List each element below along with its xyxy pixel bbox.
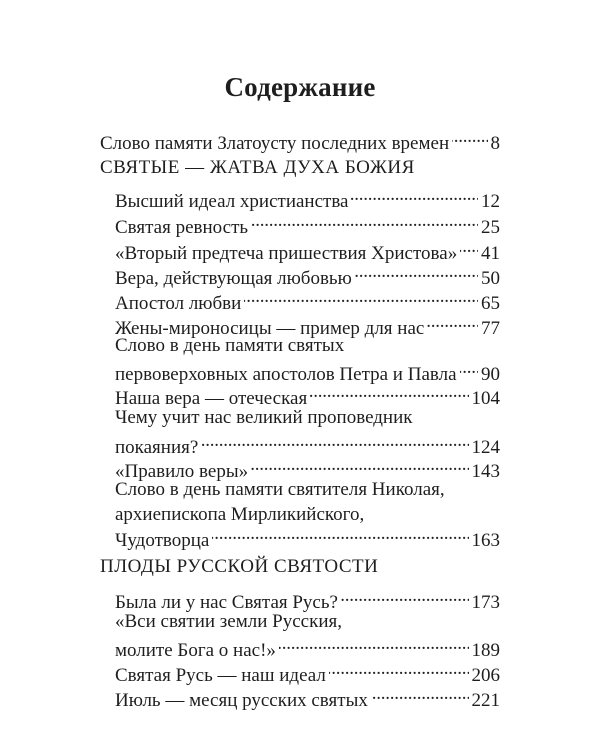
leader-dots <box>244 285 478 309</box>
entry-text: Чудотворца <box>115 530 210 551</box>
leader-dots <box>371 682 469 706</box>
leader-dots <box>341 584 469 608</box>
entry-text: Святая Русь — наш идеал <box>115 665 326 686</box>
entry-text: Апостол любви <box>115 293 242 314</box>
leader-dots <box>460 235 478 259</box>
entry-page: 143 <box>471 461 500 482</box>
toc-entry-intro <box>100 125 500 156</box>
entry-text: покаяния? <box>115 437 199 458</box>
entry-page: 50 <box>481 268 500 289</box>
leader-dots <box>351 183 478 207</box>
leader-dots <box>310 380 468 404</box>
entry-text: Вера, действующая любовью <box>115 268 352 289</box>
entry-text: Наша вера — отеческая <box>115 388 308 409</box>
entry-text-line: архиепископа Мирликийского, <box>115 504 365 525</box>
toc-entry <box>115 682 500 713</box>
entry-text: молите Бога о нас!» <box>115 640 276 661</box>
leader-dots <box>460 356 478 380</box>
entry-page: 25 <box>481 217 500 238</box>
section-heading-2: ПЛОДЫ РУССКОЙ СВЯТОСТИ <box>100 556 379 577</box>
entry-text: первоверховных апостолов Петра и Павла <box>115 364 457 385</box>
entry-page: 206 <box>471 665 500 686</box>
entry-page: 189 <box>471 640 500 661</box>
entry-text-line: Слово в день памяти святых <box>115 335 345 356</box>
leader-dots <box>329 657 469 681</box>
leader-dots <box>201 429 468 453</box>
section-heading-1: СВЯТЫЕ — ЖАТВА ДУХА БОЖИЯ <box>100 157 415 178</box>
entry-page: 124 <box>471 437 500 458</box>
entry-page: 65 <box>481 293 500 314</box>
leader-dots <box>251 453 468 477</box>
leader-dots <box>427 310 478 334</box>
entry-page: 77 <box>481 318 500 339</box>
entry-text: Высший идеал христианства <box>115 191 349 212</box>
entry-text: Была ли у нас Святая Русь? <box>115 592 338 613</box>
entry-page: 173 <box>471 592 500 613</box>
leader-dots <box>251 209 478 233</box>
entry-text: Июль — месяц русских святых <box>115 690 368 711</box>
entry-text-line: «Вси святии земли Русския, <box>115 611 342 632</box>
page-title: Содержание <box>224 72 376 102</box>
entry-page: 90 <box>481 364 500 385</box>
entry-text: «Вторый предтеча пришествия Христова» <box>115 243 458 264</box>
entry-text: Жены-мироносицы — пример для нас <box>115 318 425 339</box>
entry-page: 104 <box>471 388 500 409</box>
entry-text-line: Слово в день памяти святителя Николая, <box>115 479 445 500</box>
entry-text: «Правило веры» <box>115 461 249 482</box>
leader-dots <box>212 522 468 546</box>
leader-dots <box>279 632 469 656</box>
entry-page: 41 <box>481 243 500 264</box>
entry-text: Святая ревность <box>115 217 249 238</box>
leader-dots <box>355 260 478 284</box>
entry-page: 8 <box>490 133 500 154</box>
leader-dots <box>452 125 487 149</box>
toc-entry <box>115 522 500 553</box>
entry-page: 163 <box>471 530 500 551</box>
entry-text: Слово памяти Златоусту последних времен <box>100 133 450 154</box>
entry-page: 221 <box>471 690 500 711</box>
entry-text-line: Чему учит нас великий проповедник <box>115 407 413 428</box>
entry-page: 12 <box>481 191 500 212</box>
